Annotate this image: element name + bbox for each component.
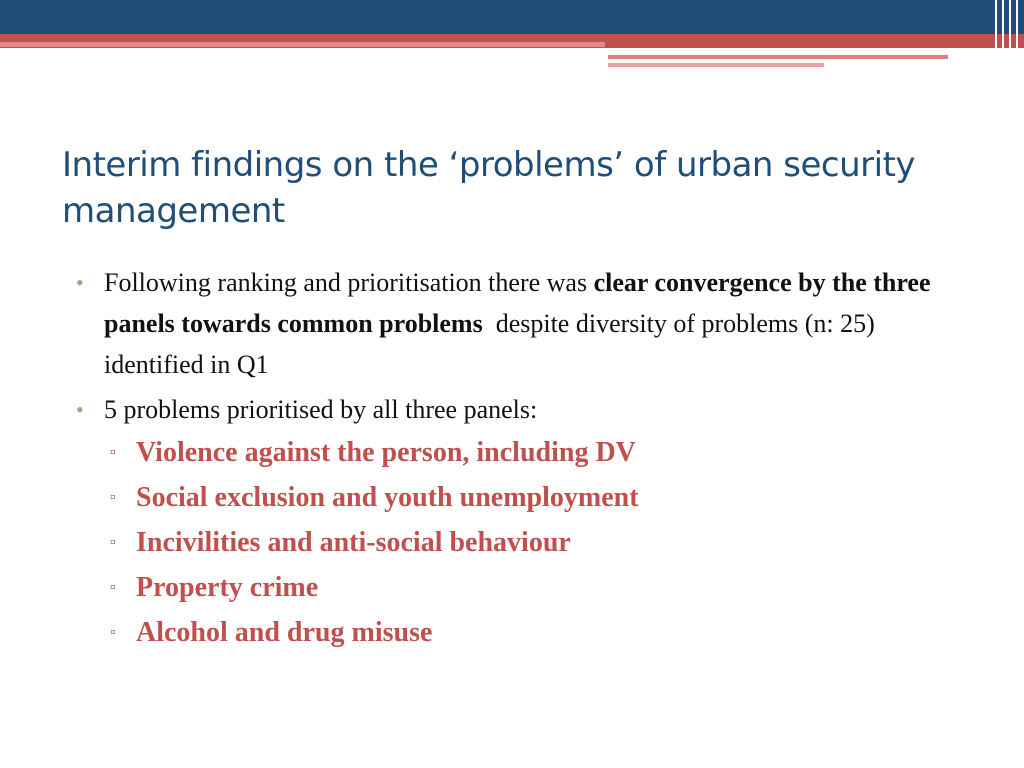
sub-bullet-text: Property crime [136,572,319,603]
bullet-text: Following ranking and prioritisation there was [104,268,594,297]
square-bullet-icon: ▫ [110,534,116,551]
header-band-pink [0,42,605,47]
header-stripe [1009,0,1011,70]
header-stripe [1016,0,1018,70]
sub-bullet-text: Violence against the person, including DV [136,437,636,468]
bullet-text: despite diversity of problems (n: 25) identified in Q1 [104,309,882,379]
header-stripe [1002,0,1004,70]
sub-bullet-item [74,565,954,610]
sub-bullet-text: Social exclusion and youth unemployment [136,482,639,513]
header-band [0,0,1024,70]
square-bullet-icon: ▫ [110,624,116,641]
sub-bullet-list [74,430,954,655]
sub-bullet-item [74,520,954,565]
header-stripe [995,0,997,70]
header-accent-line [608,55,948,59]
sub-bullet-text: Incivilities and anti-social behaviour [136,527,571,558]
sub-bullet-text: Alcohol and drug misuse [136,617,433,648]
bullet-item [74,262,954,385]
bullet-item [74,389,954,655]
header-band-blue [0,0,1024,34]
bullet-text: 5 problems prioritised by all three panels: [104,395,538,424]
bullet-dot-icon: • [76,270,84,295]
sub-bullet-item [74,475,954,520]
square-bullet-icon: ▫ [110,579,116,596]
bullet-list [74,262,954,659]
bullet-emphasis: clear convergence by the three panels towards common problems [104,268,931,338]
bullet-dot-icon: • [76,397,84,422]
sub-bullet-item [74,430,954,475]
sub-bullet-item [74,610,954,655]
square-bullet-icon: ▫ [110,444,116,461]
slide-title: Interim findings on the ‘problems’ of urban security management [62,145,916,231]
square-bullet-icon: ▫ [110,489,116,506]
header-accent-line [608,63,824,67]
